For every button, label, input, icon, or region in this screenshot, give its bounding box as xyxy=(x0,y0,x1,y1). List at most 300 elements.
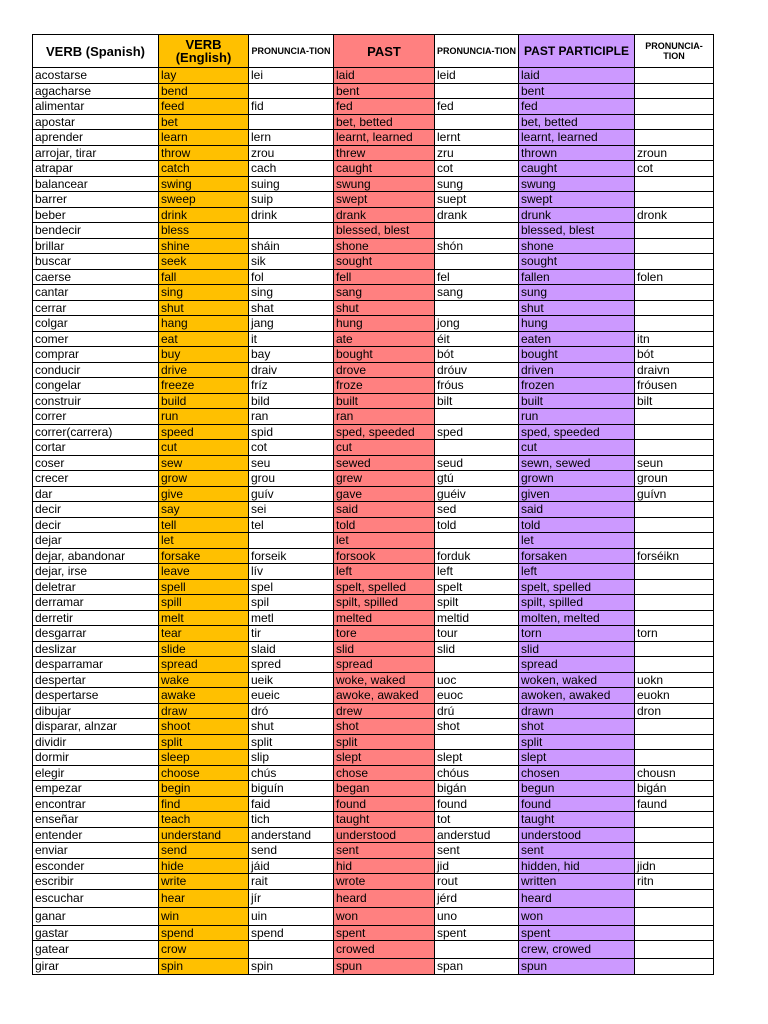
header-past-participle: PAST PARTICIPLE xyxy=(519,35,635,68)
past-participle-cell: bought xyxy=(519,347,635,363)
table-row xyxy=(33,703,714,719)
pp-pronunciation-cell: forséikn xyxy=(635,548,714,564)
pronunciation-cell: anderstand xyxy=(249,827,334,843)
pronunciation-cell: forseik xyxy=(249,548,334,564)
english-cell: leave xyxy=(159,564,249,580)
table-row xyxy=(33,907,714,925)
pp-pronunciation-cell xyxy=(635,925,714,941)
english-cell: awake xyxy=(159,688,249,704)
header-past: PAST xyxy=(334,35,435,68)
past-pronunciation-cell: seud xyxy=(435,455,519,471)
spanish-cell: enseñar xyxy=(33,812,159,828)
english-cell: teach xyxy=(159,812,249,828)
table-row xyxy=(33,858,714,874)
pp-pronunciation-cell: fróusen xyxy=(635,378,714,394)
pronunciation-cell: slip xyxy=(249,750,334,766)
pronunciation-cell: fid xyxy=(249,99,334,115)
past-cell: slid xyxy=(334,641,435,657)
spanish-cell: disparar, alnzar xyxy=(33,719,159,735)
past-cell: ate xyxy=(334,331,435,347)
past-participle-cell: let xyxy=(519,533,635,549)
table-row xyxy=(33,874,714,890)
past-cell: awoke, awaked xyxy=(334,688,435,704)
pp-pronunciation-cell xyxy=(635,83,714,99)
english-cell: win xyxy=(159,907,249,925)
spanish-cell: deslizar xyxy=(33,641,159,657)
table-row xyxy=(33,796,714,812)
pp-pronunciation-cell xyxy=(635,941,714,959)
past-participle-cell: frozen xyxy=(519,378,635,394)
pp-pronunciation-cell xyxy=(635,424,714,440)
past-cell: shot xyxy=(334,719,435,735)
past-participle-cell: won xyxy=(519,907,635,925)
pp-pronunciation-cell: torn xyxy=(635,626,714,642)
spanish-cell: bendecir xyxy=(33,223,159,239)
table-row xyxy=(33,455,714,471)
pronunciation-cell: guív xyxy=(249,486,334,502)
english-cell: learn xyxy=(159,130,249,146)
spanish-cell: comprar xyxy=(33,347,159,363)
spanish-cell: dormir xyxy=(33,750,159,766)
spanish-cell: arrojar, tirar xyxy=(33,145,159,161)
table-row xyxy=(33,925,714,941)
table-row xyxy=(33,409,714,425)
past-cell: gave xyxy=(334,486,435,502)
past-participle-cell: driven xyxy=(519,362,635,378)
past-cell: split xyxy=(334,734,435,750)
pronunciation-cell: cach xyxy=(249,161,334,177)
spanish-cell: caerse xyxy=(33,269,159,285)
past-pronunciation-cell: fróus xyxy=(435,378,519,394)
past-cell: swept xyxy=(334,192,435,208)
pp-pronunciation-cell xyxy=(635,300,714,316)
table-row xyxy=(33,502,714,518)
pronunciation-cell: uin xyxy=(249,907,334,925)
pp-pronunciation-cell xyxy=(635,657,714,673)
table-row xyxy=(33,812,714,828)
pronunciation-cell: lei xyxy=(249,68,334,84)
pronunciation-cell: spred xyxy=(249,657,334,673)
past-cell: drank xyxy=(334,207,435,223)
english-cell: begin xyxy=(159,781,249,797)
past-participle-cell: hidden, hid xyxy=(519,858,635,874)
table-row xyxy=(33,889,714,907)
past-cell: tore xyxy=(334,626,435,642)
pp-pronunciation-cell: itn xyxy=(635,331,714,347)
pronunciation-cell: tel xyxy=(249,517,334,533)
pronunciation-cell: jáid xyxy=(249,858,334,874)
past-pronunciation-cell: drank xyxy=(435,207,519,223)
table-row xyxy=(33,238,714,254)
past-participle-cell: given xyxy=(519,486,635,502)
table-row xyxy=(33,393,714,409)
header-verb-spanish: VERB (Spanish) xyxy=(33,35,159,68)
english-cell: seek xyxy=(159,254,249,270)
table-row xyxy=(33,269,714,285)
past-cell: crowed xyxy=(334,941,435,959)
past-participle-cell: understood xyxy=(519,827,635,843)
english-cell: bet xyxy=(159,114,249,130)
pronunciation-cell: slaid xyxy=(249,641,334,657)
header-verb-english: VERB (English) xyxy=(159,35,249,68)
spanish-cell: dar xyxy=(33,486,159,502)
past-pronunciation-cell: jong xyxy=(435,316,519,332)
spanish-cell: derramar xyxy=(33,595,159,611)
past-cell: shut xyxy=(334,300,435,316)
past-pronunciation-cell: slept xyxy=(435,750,519,766)
past-pronunciation-cell: uno xyxy=(435,907,519,925)
past-cell: froze xyxy=(334,378,435,394)
spanish-cell: cortar xyxy=(33,440,159,456)
past-participle-cell: bet, betted xyxy=(519,114,635,130)
english-cell: find xyxy=(159,796,249,812)
english-cell: build xyxy=(159,393,249,409)
pp-pronunciation-cell xyxy=(635,610,714,626)
header-pronunciation-1: PRONUNCIA-TION xyxy=(249,35,334,68)
table-row xyxy=(33,781,714,797)
pp-pronunciation-cell: cot xyxy=(635,161,714,177)
pp-pronunciation-cell xyxy=(635,517,714,533)
past-pronunciation-cell: euoc xyxy=(435,688,519,704)
spanish-cell: dejar xyxy=(33,533,159,549)
pronunciation-cell: it xyxy=(249,331,334,347)
english-cell: split xyxy=(159,734,249,750)
table-row xyxy=(33,626,714,642)
spanish-cell: coser xyxy=(33,455,159,471)
spanish-cell: escuchar xyxy=(33,889,159,907)
pronunciation-cell: dró xyxy=(249,703,334,719)
pp-pronunciation-cell: chousn xyxy=(635,765,714,781)
past-pronunciation-cell xyxy=(435,300,519,316)
spanish-cell: atrapar xyxy=(33,161,159,177)
pp-pronunciation-cell: bigán xyxy=(635,781,714,797)
english-cell: cut xyxy=(159,440,249,456)
pronunciation-cell: faid xyxy=(249,796,334,812)
past-participle-cell: laid xyxy=(519,68,635,84)
pp-pronunciation-cell xyxy=(635,68,714,84)
pp-pronunciation-cell xyxy=(635,889,714,907)
past-participle-cell: cut xyxy=(519,440,635,456)
past-pronunciation-cell: chóus xyxy=(435,765,519,781)
past-pronunciation-cell xyxy=(435,734,519,750)
past-participle-cell: told xyxy=(519,517,635,533)
spanish-cell: apostar xyxy=(33,114,159,130)
table-row xyxy=(33,130,714,146)
past-cell: drew xyxy=(334,703,435,719)
past-participle-cell: shone xyxy=(519,238,635,254)
past-pronunciation-cell: dróuv xyxy=(435,362,519,378)
pp-pronunciation-cell: euokn xyxy=(635,688,714,704)
pronunciation-cell xyxy=(249,223,334,239)
english-cell: choose xyxy=(159,765,249,781)
past-participle-cell: learnt, learned xyxy=(519,130,635,146)
spanish-cell: cerrar xyxy=(33,300,159,316)
spanish-cell: congelar xyxy=(33,378,159,394)
english-cell: bend xyxy=(159,83,249,99)
past-cell: sewed xyxy=(334,455,435,471)
spanish-cell: despertarse xyxy=(33,688,159,704)
table-row xyxy=(33,145,714,161)
pp-pronunciation-cell xyxy=(635,502,714,518)
pronunciation-cell: jang xyxy=(249,316,334,332)
spanish-cell: desgarrar xyxy=(33,626,159,642)
pronunciation-cell: spin xyxy=(249,959,334,975)
spanish-cell: derretir xyxy=(33,610,159,626)
past-participle-cell: shot xyxy=(519,719,635,735)
past-cell: blessed, blest xyxy=(334,223,435,239)
spanish-cell: escribir xyxy=(33,874,159,890)
past-participle-cell: run xyxy=(519,409,635,425)
past-participle-cell: drunk xyxy=(519,207,635,223)
pp-pronunciation-cell xyxy=(635,579,714,595)
header-row xyxy=(33,35,714,68)
pp-pronunciation-cell xyxy=(635,533,714,549)
english-cell: sweep xyxy=(159,192,249,208)
past-pronunciation-cell: éit xyxy=(435,331,519,347)
past-pronunciation-cell: left xyxy=(435,564,519,580)
past-participle-cell: woken, waked xyxy=(519,672,635,688)
past-cell: hid xyxy=(334,858,435,874)
spanish-cell: gastar xyxy=(33,925,159,941)
pp-pronunciation-cell xyxy=(635,907,714,925)
past-cell: bet, betted xyxy=(334,114,435,130)
english-cell: catch xyxy=(159,161,249,177)
pp-pronunciation-cell xyxy=(635,192,714,208)
spanish-cell: brillar xyxy=(33,238,159,254)
past-pronunciation-cell: drú xyxy=(435,703,519,719)
english-cell: hear xyxy=(159,889,249,907)
past-participle-cell: spun xyxy=(519,959,635,975)
pronunciation-cell xyxy=(249,941,334,959)
spanish-cell: balancear xyxy=(33,176,159,192)
pronunciation-cell xyxy=(249,114,334,130)
past-pronunciation-cell: gtú xyxy=(435,471,519,487)
past-cell: fed xyxy=(334,99,435,115)
english-cell: say xyxy=(159,502,249,518)
past-participle-cell: blessed, blest xyxy=(519,223,635,239)
past-cell: built xyxy=(334,393,435,409)
past-pronunciation-cell: span xyxy=(435,959,519,975)
pronunciation-cell: bay xyxy=(249,347,334,363)
past-participle-cell: spelt, spelled xyxy=(519,579,635,595)
english-cell: drive xyxy=(159,362,249,378)
spanish-cell: agacharse xyxy=(33,83,159,99)
past-cell: swung xyxy=(334,176,435,192)
past-participle-cell: built xyxy=(519,393,635,409)
past-participle-cell: heard xyxy=(519,889,635,907)
pp-pronunciation-cell: ritn xyxy=(635,874,714,890)
english-cell: wake xyxy=(159,672,249,688)
past-participle-cell: swung xyxy=(519,176,635,192)
past-participle-cell: sung xyxy=(519,285,635,301)
pp-pronunciation-cell xyxy=(635,130,714,146)
past-cell: learnt, learned xyxy=(334,130,435,146)
pp-pronunciation-cell xyxy=(635,719,714,735)
past-pronunciation-cell: slid xyxy=(435,641,519,657)
pp-pronunciation-cell xyxy=(635,254,714,270)
table-row xyxy=(33,300,714,316)
spanish-cell: correr(carrera) xyxy=(33,424,159,440)
table-row xyxy=(33,734,714,750)
pronunciation-cell: ueik xyxy=(249,672,334,688)
pp-pronunciation-cell xyxy=(635,238,714,254)
english-cell: shine xyxy=(159,238,249,254)
english-cell: spin xyxy=(159,959,249,975)
pp-pronunciation-cell: dronk xyxy=(635,207,714,223)
pp-pronunciation-cell: groun xyxy=(635,471,714,487)
past-pronunciation-cell xyxy=(435,83,519,99)
table-row xyxy=(33,99,714,115)
pp-pronunciation-cell xyxy=(635,99,714,115)
past-pronunciation-cell: jérd xyxy=(435,889,519,907)
english-cell: drink xyxy=(159,207,249,223)
pronunciation-cell: lern xyxy=(249,130,334,146)
spanish-cell: correr xyxy=(33,409,159,425)
spanish-cell: colgar xyxy=(33,316,159,332)
english-cell: lay xyxy=(159,68,249,84)
english-cell: eat xyxy=(159,331,249,347)
irregular-verbs-table xyxy=(32,34,714,975)
spanish-cell: esconder xyxy=(33,858,159,874)
past-cell: bent xyxy=(334,83,435,99)
pronunciation-cell: suing xyxy=(249,176,334,192)
past-participle-cell: bent xyxy=(519,83,635,99)
table-row xyxy=(33,959,714,975)
pp-pronunciation-cell: guívn xyxy=(635,486,714,502)
pronunciation-cell: eueic xyxy=(249,688,334,704)
past-participle-cell: thrown xyxy=(519,145,635,161)
past-cell: spilt, spilled xyxy=(334,595,435,611)
past-pronunciation-cell: sang xyxy=(435,285,519,301)
past-pronunciation-cell: shot xyxy=(435,719,519,735)
spanish-cell: dejar, irse xyxy=(33,564,159,580)
pp-pronunciation-cell: folen xyxy=(635,269,714,285)
past-pronunciation-cell: fel xyxy=(435,269,519,285)
past-cell: threw xyxy=(334,145,435,161)
english-cell: slide xyxy=(159,641,249,657)
pronunciation-cell: tich xyxy=(249,812,334,828)
past-pronunciation-cell: meltid xyxy=(435,610,519,626)
past-pronunciation-cell: cot xyxy=(435,161,519,177)
past-participle-cell: slept xyxy=(519,750,635,766)
spanish-cell: entender xyxy=(33,827,159,843)
spanish-cell: elegir xyxy=(33,765,159,781)
pp-pronunciation-cell xyxy=(635,734,714,750)
past-pronunciation-cell: spelt xyxy=(435,579,519,595)
past-cell: taught xyxy=(334,812,435,828)
spanish-cell: encontrar xyxy=(33,796,159,812)
spanish-cell: buscar xyxy=(33,254,159,270)
spanish-cell: decir xyxy=(33,502,159,518)
pp-pronunciation-cell: draivn xyxy=(635,362,714,378)
english-cell: freeze xyxy=(159,378,249,394)
past-cell: ran xyxy=(334,409,435,425)
pp-pronunciation-cell xyxy=(635,959,714,975)
pp-pronunciation-cell xyxy=(635,223,714,239)
spanish-cell: empezar xyxy=(33,781,159,797)
past-cell: drove xyxy=(334,362,435,378)
pronunciation-cell: zrou xyxy=(249,145,334,161)
pronunciation-cell: sik xyxy=(249,254,334,270)
pronunciation-cell: send xyxy=(249,843,334,859)
past-pronunciation-cell: bigán xyxy=(435,781,519,797)
past-participle-cell: spent xyxy=(519,925,635,941)
past-cell: hung xyxy=(334,316,435,332)
past-cell: sped, speeded xyxy=(334,424,435,440)
past-participle-cell: sewn, sewed xyxy=(519,455,635,471)
english-cell: buy xyxy=(159,347,249,363)
past-cell: understood xyxy=(334,827,435,843)
past-participle-cell: forsaken xyxy=(519,548,635,564)
english-cell: swing xyxy=(159,176,249,192)
past-pronunciation-cell: suept xyxy=(435,192,519,208)
english-cell: sew xyxy=(159,455,249,471)
table-row xyxy=(33,161,714,177)
header-pronunciation-3: PRONUNCIA-TION xyxy=(635,35,714,68)
pp-pronunciation-cell: bilt xyxy=(635,393,714,409)
header-pronunciation-2: PRONUNCIA-TION xyxy=(435,35,519,68)
past-pronunciation-cell: uoc xyxy=(435,672,519,688)
english-cell: tell xyxy=(159,517,249,533)
english-cell: feed xyxy=(159,99,249,115)
pp-pronunciation-cell: seun xyxy=(635,455,714,471)
english-cell: give xyxy=(159,486,249,502)
english-cell: melt xyxy=(159,610,249,626)
table-row xyxy=(33,750,714,766)
past-participle-cell: sent xyxy=(519,843,635,859)
pp-pronunciation-cell: uokn xyxy=(635,672,714,688)
table-row xyxy=(33,362,714,378)
spanish-cell: desparramar xyxy=(33,657,159,673)
past-pronunciation-cell: sung xyxy=(435,176,519,192)
table-row xyxy=(33,192,714,208)
past-pronunciation-cell: rout xyxy=(435,874,519,890)
table-row xyxy=(33,533,714,549)
table-row xyxy=(33,719,714,735)
past-cell: began xyxy=(334,781,435,797)
english-cell: spread xyxy=(159,657,249,673)
past-participle-cell: sought xyxy=(519,254,635,270)
pronunciation-cell: split xyxy=(249,734,334,750)
spanish-cell: barrer xyxy=(33,192,159,208)
pronunciation-cell: biguín xyxy=(249,781,334,797)
table-row xyxy=(33,579,714,595)
pronunciation-cell: seu xyxy=(249,455,334,471)
spanish-cell: girar xyxy=(33,959,159,975)
past-participle-cell: spread xyxy=(519,657,635,673)
pp-pronunciation-cell xyxy=(635,827,714,843)
english-cell: shoot xyxy=(159,719,249,735)
past-cell: sent xyxy=(334,843,435,859)
past-pronunciation-cell: bilt xyxy=(435,393,519,409)
english-cell: speed xyxy=(159,424,249,440)
past-cell: cut xyxy=(334,440,435,456)
table-row xyxy=(33,424,714,440)
past-participle-cell: grown xyxy=(519,471,635,487)
pp-pronunciation-cell: faund xyxy=(635,796,714,812)
table-body xyxy=(33,68,714,975)
table-row xyxy=(33,223,714,239)
english-cell: write xyxy=(159,874,249,890)
english-cell: send xyxy=(159,843,249,859)
english-cell: hang xyxy=(159,316,249,332)
pronunciation-cell: sháin xyxy=(249,238,334,254)
spanish-cell: ganar xyxy=(33,907,159,925)
past-participle-cell: left xyxy=(519,564,635,580)
english-cell: run xyxy=(159,409,249,425)
table-row xyxy=(33,641,714,657)
pronunciation-cell: shat xyxy=(249,300,334,316)
